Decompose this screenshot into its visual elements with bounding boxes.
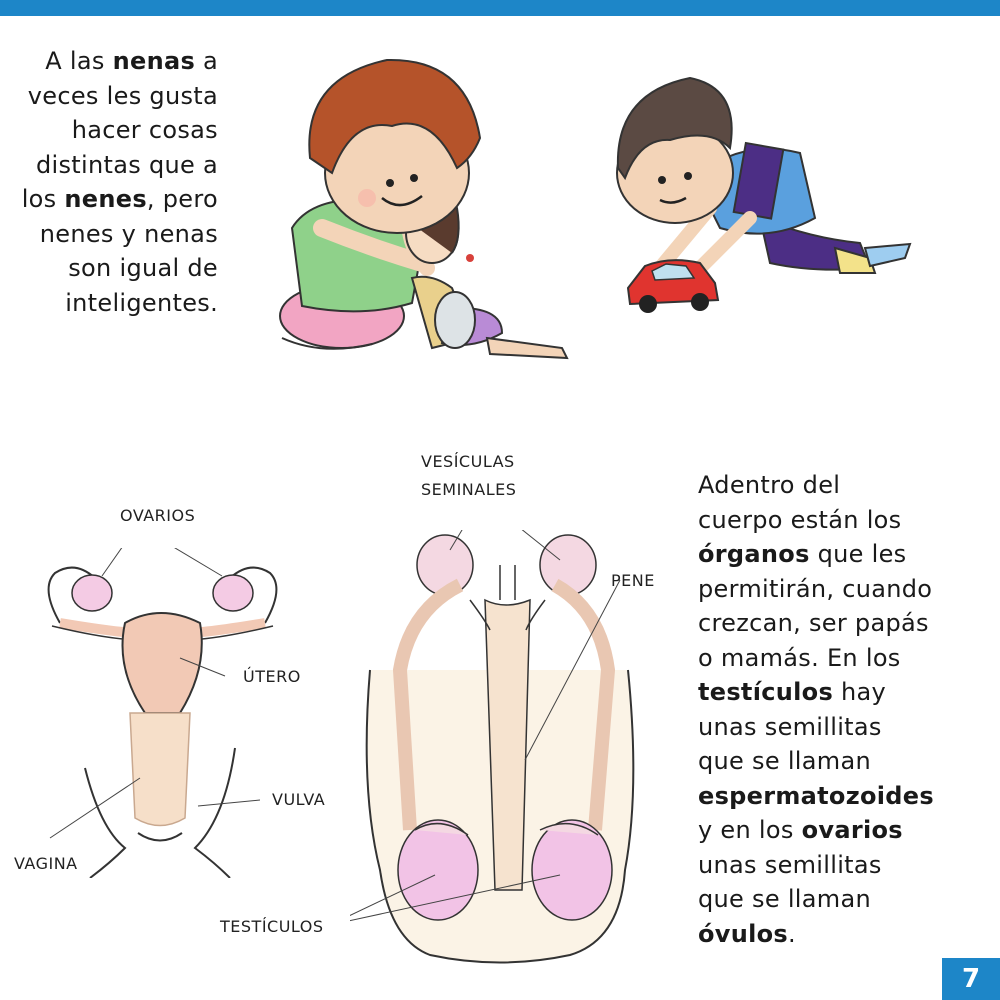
- body-line: órganos que les: [698, 540, 907, 568]
- body-line: testículos hay: [698, 678, 886, 706]
- body-line: que se llaman: [698, 747, 871, 775]
- intro-line: nenes y nenas: [39, 219, 218, 248]
- label-vesiculas: VESÍCULAS: [421, 452, 515, 471]
- female-anatomy-diagram: [30, 548, 300, 878]
- intro-line: veces les gusta: [27, 81, 218, 110]
- body-line: o mamás. En los: [698, 643, 901, 672]
- intro-line: A las nenas a: [45, 47, 218, 75]
- label-ovarios: OVARIOS: [120, 506, 196, 525]
- body-line: permitirán, cuando: [698, 574, 933, 603]
- body-line: unas semillitas: [698, 712, 882, 741]
- intro-line: inteligentes.: [65, 288, 218, 317]
- boy-with-car-illustration: [600, 68, 920, 328]
- label-pene: PENE: [611, 571, 655, 590]
- body-line: unas semillitas: [698, 850, 882, 879]
- intro-line: distintas que a: [36, 150, 218, 179]
- body-line: cuerpo están los: [698, 505, 902, 534]
- page-number-text: 7: [961, 964, 981, 994]
- body-line: que se llaman: [698, 885, 871, 913]
- page-number: [942, 958, 1000, 1000]
- intro-line: hacer cosas: [71, 116, 218, 144]
- body-line: crezcan, ser papás: [698, 609, 929, 637]
- girl-with-doll-illustration: [262, 38, 582, 378]
- intro-line: los nenes, pero: [21, 185, 218, 213]
- intro-paragraph: [0, 44, 218, 320]
- male-anatomy-diagram: [350, 530, 650, 970]
- label-testiculos: TESTÍCULOS: [220, 917, 324, 936]
- body-line: óvulos.: [698, 919, 796, 948]
- label-seminales: SEMINALES: [421, 480, 517, 499]
- label-utero: ÚTERO: [243, 667, 301, 686]
- top-color-bar: [0, 0, 1000, 16]
- intro-line: son igual de: [68, 254, 218, 282]
- body-paragraph: [698, 468, 998, 951]
- label-vagina: VAGINA: [14, 854, 78, 873]
- body-line: espermatozoides: [698, 781, 934, 810]
- label-vulva: VULVA: [272, 790, 326, 809]
- body-line: y en los ovarios: [698, 816, 903, 844]
- body-line: Adentro del: [698, 471, 841, 499]
